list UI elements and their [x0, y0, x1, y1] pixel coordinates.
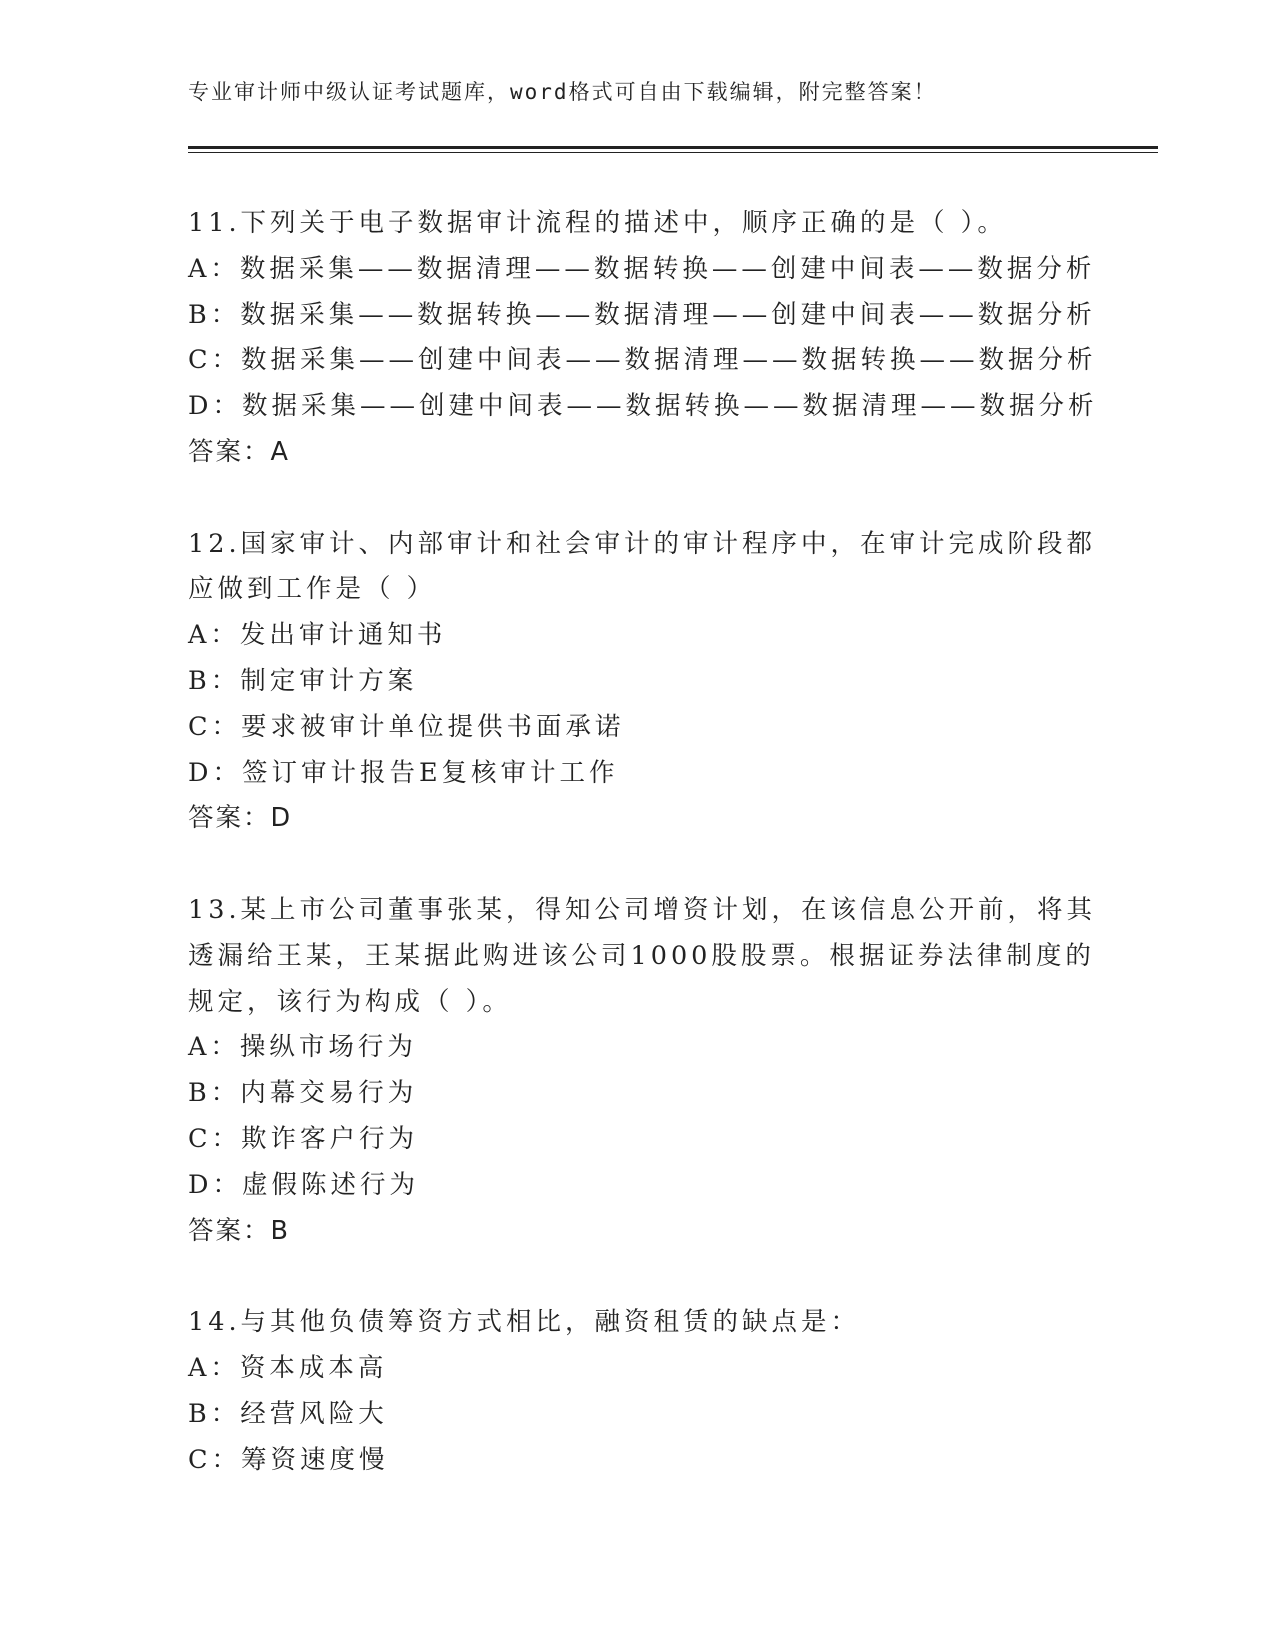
option-b: B：数据采集——数据转换——数据清理——创建中间表——数据分析 [188, 299, 1096, 330]
option-a: A：数据采集——数据清理——数据转换——创建中间表——数据分析 [188, 253, 1096, 284]
option-d: D：数据采集——创建中间表——数据转换——数据清理——数据分析 [188, 391, 1098, 422]
header-divider-thick [188, 146, 1158, 149]
question-stem-line: 规定，该行为构成（ ）。 [188, 986, 512, 1017]
question-list [188, 201, 1098, 1483]
question-12 [188, 522, 1097, 843]
answer-line: 答案：A [188, 436, 290, 467]
option-d: D：签订审计报告E复核审计工作 [188, 757, 619, 788]
option-b: B：内幕交易行为 [188, 1078, 418, 1109]
option-b: B：经营风险大 [188, 1398, 388, 1429]
question-11 [188, 201, 1098, 476]
option-a: A：操纵市场行为 [188, 1032, 417, 1063]
answer-line: 答案：B [188, 1215, 290, 1246]
option-a: A：资本成本高 [188, 1352, 388, 1383]
option-c: C：筹资速度慢 [188, 1444, 389, 1475]
option-d: D：虚假陈述行为 [188, 1169, 419, 1200]
question-13 [188, 888, 1097, 1254]
question-stem-line: 11.下列关于电子数据审计流程的描述中，顺序正确的是（ ）。 [188, 208, 1007, 238]
option-c: C：欺诈客户行为 [188, 1123, 419, 1154]
question-14 [188, 1300, 1088, 1483]
question-stem-line: 12.国家审计、内部审计和社会审计的审计程序中，在审计完成阶段都 [188, 528, 1097, 559]
option-c: C：数据采集——创建中间表——数据清理——数据转换——数据分析 [188, 345, 1097, 376]
question-stem-line: 应做到工作是（ ） [188, 574, 437, 605]
question-stem-line: 透漏给王某，王某据此购进该公司1000股股票。根据证券法律制度的 [188, 940, 1095, 971]
answer-line: 答案：D [188, 803, 293, 834]
header-divider-thin [188, 152, 1158, 153]
option-c: C：要求被审计单位提供书面承诺 [188, 711, 625, 742]
question-stem-line: 14.与其他负债筹资方式相比，融资租赁的缺点是： [188, 1307, 861, 1338]
option-a: A：发出审计通知书 [188, 620, 447, 651]
option-b: B：制定审计方案 [188, 665, 418, 696]
question-stem-line: 13.某上市公司董事张某，得知公司增资计划，在该信息公开前，将其 [188, 894, 1097, 925]
page-header-text: 专业审计师中级认证考试题库，word格式可自由下载编辑，附完整答案！ [188, 80, 937, 104]
